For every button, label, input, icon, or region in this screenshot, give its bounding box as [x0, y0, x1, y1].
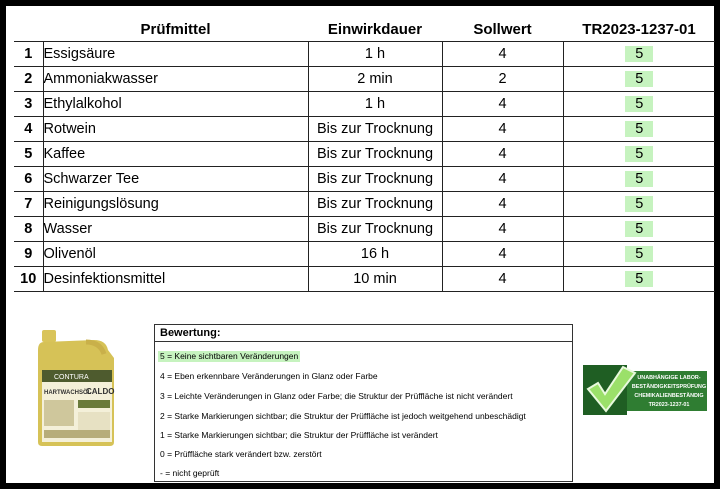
table-header-row: [14, 18, 715, 42]
row-exposure-time: Bis zur Trocknung: [308, 217, 442, 242]
results-table: [14, 18, 715, 292]
product-canister-image: [34, 324, 122, 448]
row-target-value: 2: [442, 67, 563, 92]
row-exposure-time: 16 h: [308, 242, 442, 267]
row-test-agent: Reinigungslösung: [43, 192, 308, 217]
row-result: [563, 217, 715, 242]
table-row: [14, 117, 715, 142]
table-row: [14, 242, 715, 267]
certification-badge: [583, 363, 709, 415]
row-number: 1: [14, 42, 43, 67]
result-value: 5: [625, 146, 653, 162]
row-number: 3: [14, 92, 43, 117]
product-brand-text: CONTURA: [54, 374, 89, 381]
legend-line-not-tested: - = nicht geprüft: [160, 468, 220, 478]
row-target-value: 4: [442, 192, 563, 217]
row-target-value: 4: [442, 92, 563, 117]
result-value: 5: [625, 121, 653, 137]
row-test-agent: Ethylalkohol: [43, 92, 308, 117]
row-number: 9: [14, 242, 43, 267]
table-row: [14, 267, 715, 292]
table-row: [14, 217, 715, 242]
badge-line-2: BESTÄNDIGKEITSPRÜFUNG: [631, 384, 707, 390]
row-number: 5: [14, 142, 43, 167]
row-exposure-time: 1 h: [308, 42, 442, 67]
header-test-report: TR2023-1237-01: [582, 21, 696, 38]
table-row: [14, 42, 715, 67]
table-row: [14, 167, 715, 192]
header-target-value: Sollwert: [473, 21, 532, 38]
header-number: [14, 18, 43, 42]
legend-line-5: 5 = Keine sichtbaren Veränderungen: [160, 351, 299, 361]
table-row: [14, 67, 715, 92]
row-result: [563, 192, 715, 217]
table-row: [14, 92, 715, 117]
row-test-agent: Ammoniakwasser: [43, 67, 308, 92]
product-name-text: CALDO: [86, 387, 115, 396]
result-value: 5: [625, 221, 653, 237]
row-exposure-time: Bis zur Trocknung: [308, 192, 442, 217]
row-target-value: 4: [442, 42, 563, 67]
row-test-agent: Kaffee: [43, 142, 308, 167]
row-exposure-time: 2 min: [308, 67, 442, 92]
row-result: [563, 267, 715, 292]
table-row: [14, 142, 715, 167]
row-number: 6: [14, 167, 43, 192]
row-result: [563, 117, 715, 142]
row-target-value: 4: [442, 167, 563, 192]
result-value: 5: [625, 171, 653, 187]
row-result: [563, 242, 715, 267]
row-result: [563, 42, 715, 67]
result-value: 5: [625, 271, 653, 287]
legend-title: Bewertung:: [155, 325, 572, 342]
row-result: [563, 142, 715, 167]
legend-line-0: 0 = Prüffläche stark verändert bzw. zerstört: [160, 449, 322, 459]
row-exposure-time: Bis zur Trocknung: [308, 117, 442, 142]
row-number: 2: [14, 67, 43, 92]
legend-line-4: 4 = Eben erkennbare Veränderungen in Glanz oder Farbe: [160, 371, 378, 381]
row-test-agent: Rotwein: [43, 117, 308, 142]
row-target-value: 4: [442, 242, 563, 267]
header-test-agent: Prüfmittel: [140, 21, 211, 38]
badge-line-3: CHEMIKALIENBESTÄNDIG: [634, 393, 704, 399]
result-value: 5: [625, 246, 653, 262]
row-test-agent: Desinfektionsmittel: [43, 267, 308, 292]
row-test-agent: Schwarzer Tee: [43, 167, 308, 192]
rating-legend: [154, 324, 573, 482]
row-number: 8: [14, 217, 43, 242]
badge-line-1: UNABHÄNGIGE LABOR-: [637, 375, 701, 381]
row-test-agent: Wasser: [43, 217, 308, 242]
table-row: [14, 192, 715, 217]
row-exposure-time: 10 min: [308, 267, 442, 292]
row-test-agent: Olivenöl: [43, 242, 308, 267]
badge-line-4: TR2023-1237-01: [648, 402, 690, 408]
row-target-value: 4: [442, 117, 563, 142]
product-subtitle-text: HARTWACHSÖL: [44, 390, 92, 396]
result-value: 5: [625, 196, 653, 212]
row-number: 7: [14, 192, 43, 217]
row-result: [563, 92, 715, 117]
result-value: 5: [625, 46, 653, 62]
row-exposure-time: Bis zur Trocknung: [308, 167, 442, 192]
row-target-value: 4: [442, 217, 563, 242]
row-target-value: 4: [442, 267, 563, 292]
row-result: [563, 167, 715, 192]
result-value: 5: [625, 96, 653, 112]
row-test-agent: Essigsäure: [43, 42, 308, 67]
row-exposure-time: 1 h: [308, 92, 442, 117]
legend-line-1: 1 = Starke Markierungen sichtbar; die Struktur der Prüffläche ist verändert: [160, 430, 438, 440]
legend-line-2: 2 = Starke Markierungen sichtbar; die Struktur der Prüffläche ist jedoch weitgehend unbeschädigt: [160, 411, 526, 421]
legend-line-3: 3 = Leichte Veränderungen in Glanz oder Farbe; die Struktur der Prüffläche ist nicht verändert: [160, 391, 513, 401]
row-exposure-time: Bis zur Trocknung: [308, 142, 442, 167]
row-target-value: 4: [442, 142, 563, 167]
result-value: 5: [625, 71, 653, 87]
row-number: 10: [14, 267, 43, 292]
row-result: [563, 67, 715, 92]
row-number: 4: [14, 117, 43, 142]
header-exposure-time: Einwirkdauer: [327, 21, 423, 38]
